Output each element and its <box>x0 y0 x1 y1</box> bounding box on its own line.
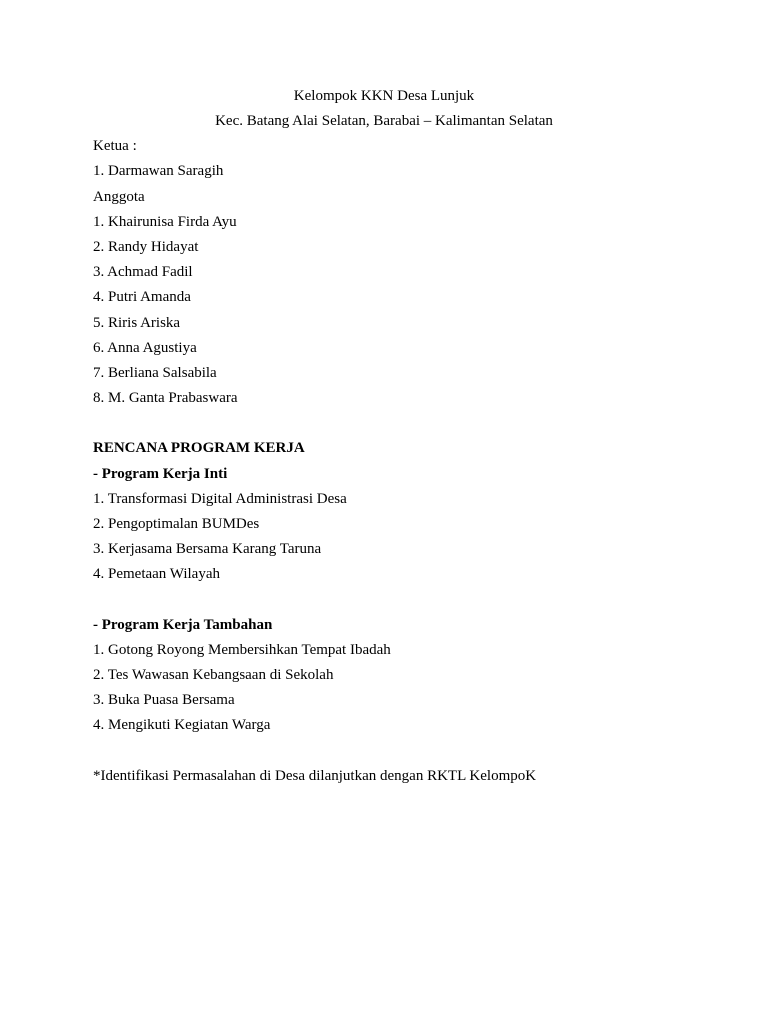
anggota-label: Anggota <box>93 189 145 205</box>
anggota-member: 3. Achmad Fadil <box>93 264 193 280</box>
anggota-member: 4. Putri Amanda <box>93 289 191 305</box>
document-subtitle: Kec. Batang Alai Selatan, Barabai – Kalimantan Selatan <box>215 113 553 129</box>
anggota-member: 6. Anna Agustiya <box>93 340 197 356</box>
program-inti-item: 2. Pengoptimalan BUMDes <box>93 516 260 532</box>
program-tambahan-item: 2. Tes Wawasan Kebangsaan di Sekolah <box>93 667 334 683</box>
program-tambahan-label: - Program Kerja Tambahan <box>93 617 273 633</box>
program-tambahan-item: 4. Mengikuti Kegiatan Warga <box>93 717 271 733</box>
ketua-member: 1. Darmawan Saragih <box>93 163 224 179</box>
program-inti-label: - Program Kerja Inti <box>93 466 228 482</box>
anggota-member: 2. Randy Hidayat <box>93 239 199 255</box>
anggota-member: 1. Khairunisa Firda Ayu <box>93 214 237 230</box>
anggota-member: 7. Berliana Salsabila <box>93 365 217 381</box>
program-tambahan-item: 1. Gotong Royong Membersihkan Tempat Ibadah <box>93 642 391 658</box>
anggota-member: 8. M. Ganta Prabaswara <box>93 390 238 406</box>
program-inti-item: 3. Kerjasama Bersama Karang Taruna <box>93 541 322 557</box>
ketua-label: Ketua : <box>93 138 137 154</box>
document-title: Kelompok KKN Desa Lunjuk <box>293 88 475 104</box>
anggota-member: 5. Riris Ariska <box>93 315 181 331</box>
footnote: *Identifikasi Permasalahan di Desa dilanjutkan dengan RKTL KelompoK <box>93 768 537 784</box>
program-tambahan-item: 3. Buka Puasa Bersama <box>93 692 235 708</box>
program-inti-item: 4. Pemetaan Wilayah <box>93 566 220 582</box>
rencana-heading: RENCANA PROGRAM KERJA <box>93 440 305 456</box>
program-inti-item: 1. Transformasi Digital Administrasi Desa <box>93 491 347 507</box>
